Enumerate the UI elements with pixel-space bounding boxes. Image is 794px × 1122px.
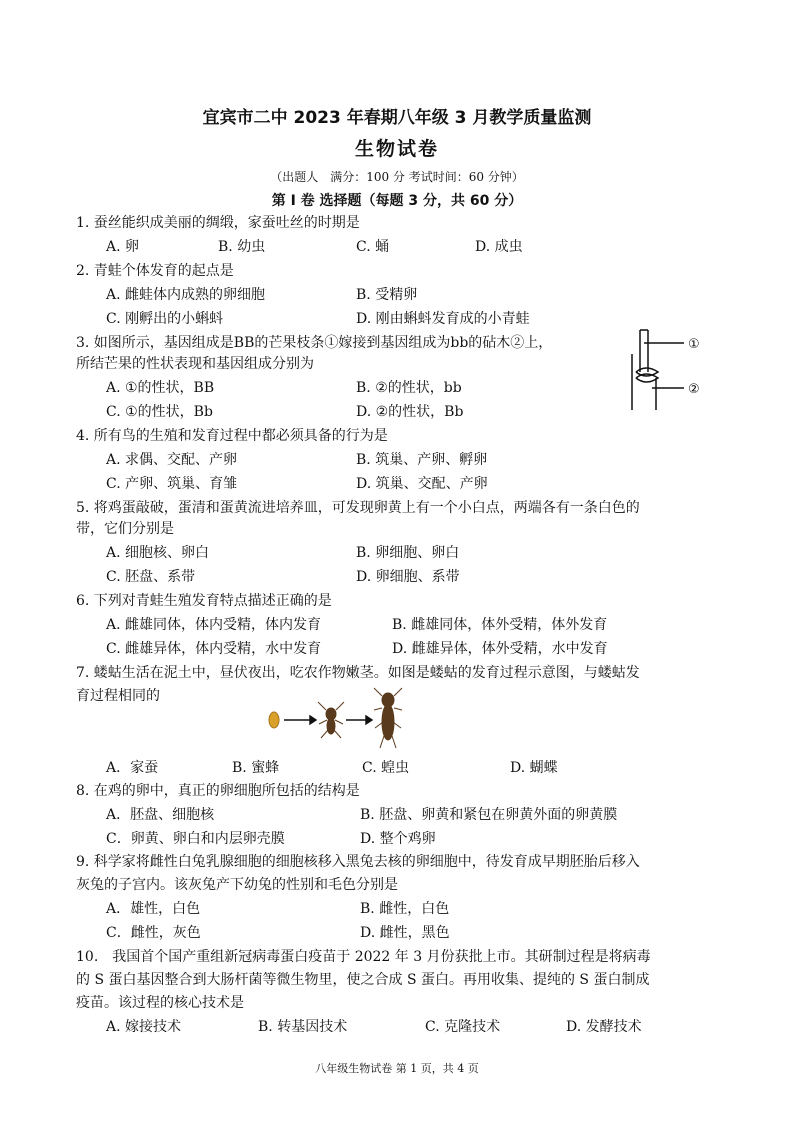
question-5-stem-cont: 带，它们分别是: [76, 521, 174, 537]
q1-option-b: B. 幼虫: [218, 239, 266, 255]
q5-option-d: D. 卵细胞、系带: [356, 569, 460, 585]
question-2-stem: 2. 青蛙个体发育的起点是: [76, 263, 234, 279]
q8-option-b: B. 胚盘、卵黄和紧包在卵黄外面的卵黄膜: [360, 807, 618, 823]
q6-option-b: B. 雌雄同体，体外受精，体外发育: [392, 617, 608, 633]
section-heading: 第 I 卷 选择题（每题 3 分，共 60 分）: [271, 193, 523, 209]
q7-option-d: D. 蝴蝶: [510, 760, 558, 776]
q8-option-c: C．卵黄、卵白和内层卵壳膜: [106, 831, 285, 847]
q6-option-c: C. 雌雄异体，体内受精，水中发育: [106, 641, 322, 657]
question-6-stem: 6. 下列对青蛙生殖发育特点描述正确的是: [76, 593, 332, 609]
question-10-stem-cont-1: 的 S 蛋白基因整合到大肠杆菌等微生物里，使之合成 S 蛋白。再用收集、提纯的 S 蛋白制成: [76, 972, 650, 988]
figure-label-1: ①: [688, 337, 700, 352]
exam-subtitle: 生物试卷: [354, 138, 439, 160]
question-3-stem-cont: 所结芒果的性状表现和基因组成分别为: [76, 356, 314, 372]
q3-option-c: C. ①的性状，Bb: [106, 404, 213, 420]
q7-option-a: A．家蚕: [106, 760, 159, 776]
scion-branch: [640, 330, 648, 372]
exam-meta: （出题人 满分：100 分 考试时间：60 分钟）: [270, 170, 524, 184]
q8-option-a: A．胚盘、细胞核: [106, 807, 215, 823]
q1-option-c: C. 蛹: [356, 239, 390, 255]
q3-option-d: D. ②的性状，Bb: [356, 404, 464, 420]
q2-option-a: A. 雌蛙体内成熟的卵细胞: [106, 287, 266, 303]
adult-mole-cricket-icon: [374, 688, 402, 748]
question-3-stem: 3. 如图所示，基因组成是BB的芒果枝条①嫁接到基因组成为bb的砧木②上，: [76, 335, 553, 351]
q4-option-a: A. 求偶、交配、产卵: [106, 452, 238, 468]
q9-option-c: C．雌性，灰色: [106, 925, 201, 941]
question-8-stem: 8. 在鸡的卵中，真正的卵细胞所包括的结构是: [76, 783, 360, 799]
q8-option-d: D. 整个鸡卵: [360, 831, 436, 847]
q2-option-c: C. 刚孵出的小蝌蚪: [106, 311, 224, 327]
nymph-icon: [318, 702, 344, 738]
q5-option-a: A. 细胞核、卵白: [106, 545, 210, 561]
question-7-stem: 7. 蝼蛄生活在泥土中，昼伏夜出，吃农作物嫩茎。如图是蝼蛄的发育过程示意图，与蝼蛄发: [76, 665, 640, 681]
q3-option-a: A. ①的性状，BB: [106, 380, 215, 396]
q6-option-d: D. 雌雄异体，体外受精，水中发育: [392, 641, 608, 657]
q10-option-b: B. 转基因技术: [258, 1019, 348, 1035]
q7-option-c: C. 蝗虫: [362, 760, 410, 776]
question-1-stem: 1. 蚕丝能织成美丽的绸缎，家蚕吐丝的时期是: [76, 215, 360, 231]
exam-title: 宜宾市二中 2023 年春期八年级 3 月教学质量监测: [202, 108, 592, 128]
q3-option-b: B. ②的性状，bb: [356, 380, 462, 396]
figure-label-2: ②: [688, 382, 700, 397]
question-10-stem-cont-2: 疫苗。该过程的核心技术是: [76, 995, 244, 1011]
q1-option-d: D. 成虫: [475, 239, 523, 255]
question-9-stem: 9. 科学家将雌性白兔乳腺细胞的细胞核移入黑兔去核的卵细胞中，待发育成早期胚胎后移入: [76, 854, 640, 870]
question-10-stem: 10. 我国首个国产重组新冠病毒蛋白疫苗于 2022 年 3 月份获批上市。其研制过程是将病毒: [76, 949, 651, 965]
q4-option-d: D. 筑巢、交配、产卵: [356, 476, 488, 492]
mole-cricket-development-diagram: [264, 686, 414, 750]
q5-option-c: C. 胚盘、系带: [106, 569, 196, 585]
q10-option-c: C. 克隆技术: [425, 1019, 501, 1035]
question-5-stem: 5. 将鸡蛋敲破，蛋清和蛋黄流进培养皿，可发现卵黄上有一个小白点，两端各有一条白色的: [76, 500, 640, 516]
q9-option-b: B. 雌性，白色: [360, 901, 450, 917]
q2-option-b: B. 受精卵: [356, 287, 418, 303]
question-7-stem-cont: 育过程相同的: [76, 688, 160, 704]
q9-option-a: A．雄性，白色: [106, 901, 201, 917]
q7-option-b: B. 蜜蜂: [232, 760, 280, 776]
q4-option-c: C. 产卵、筑巢、育雏: [106, 476, 238, 492]
grafting-diagram: [622, 326, 722, 416]
question-9-stem-cont: 灰兔的子宫内。该灰兔产下幼兔的性别和毛色分别是: [76, 877, 398, 893]
egg-icon: [269, 712, 279, 728]
q6-option-a: A. 雌雄同体，体内受精，体内发育: [106, 617, 322, 633]
q1-option-a: A. 卵: [106, 239, 140, 255]
q2-option-d: D. 刚由蝌蚪发育成的小青蛙: [356, 311, 530, 327]
q5-option-b: B. 卵细胞、卵白: [356, 545, 460, 561]
question-4-stem: 4. 所有鸟的生殖和发育过程中都必须具备的行为是: [76, 428, 388, 444]
q10-option-a: A. 嫁接技术: [106, 1019, 182, 1035]
q9-option-d: D. 雌性，黑色: [360, 925, 450, 941]
q4-option-b: B. 筑巢、产卵、孵卵: [356, 452, 488, 468]
q10-option-d: D. 发酵技术: [566, 1019, 642, 1035]
binding-wrap: [636, 368, 658, 382]
page-footer: 八年级生物试卷 第 1 页，共 4 页: [315, 1062, 479, 1075]
